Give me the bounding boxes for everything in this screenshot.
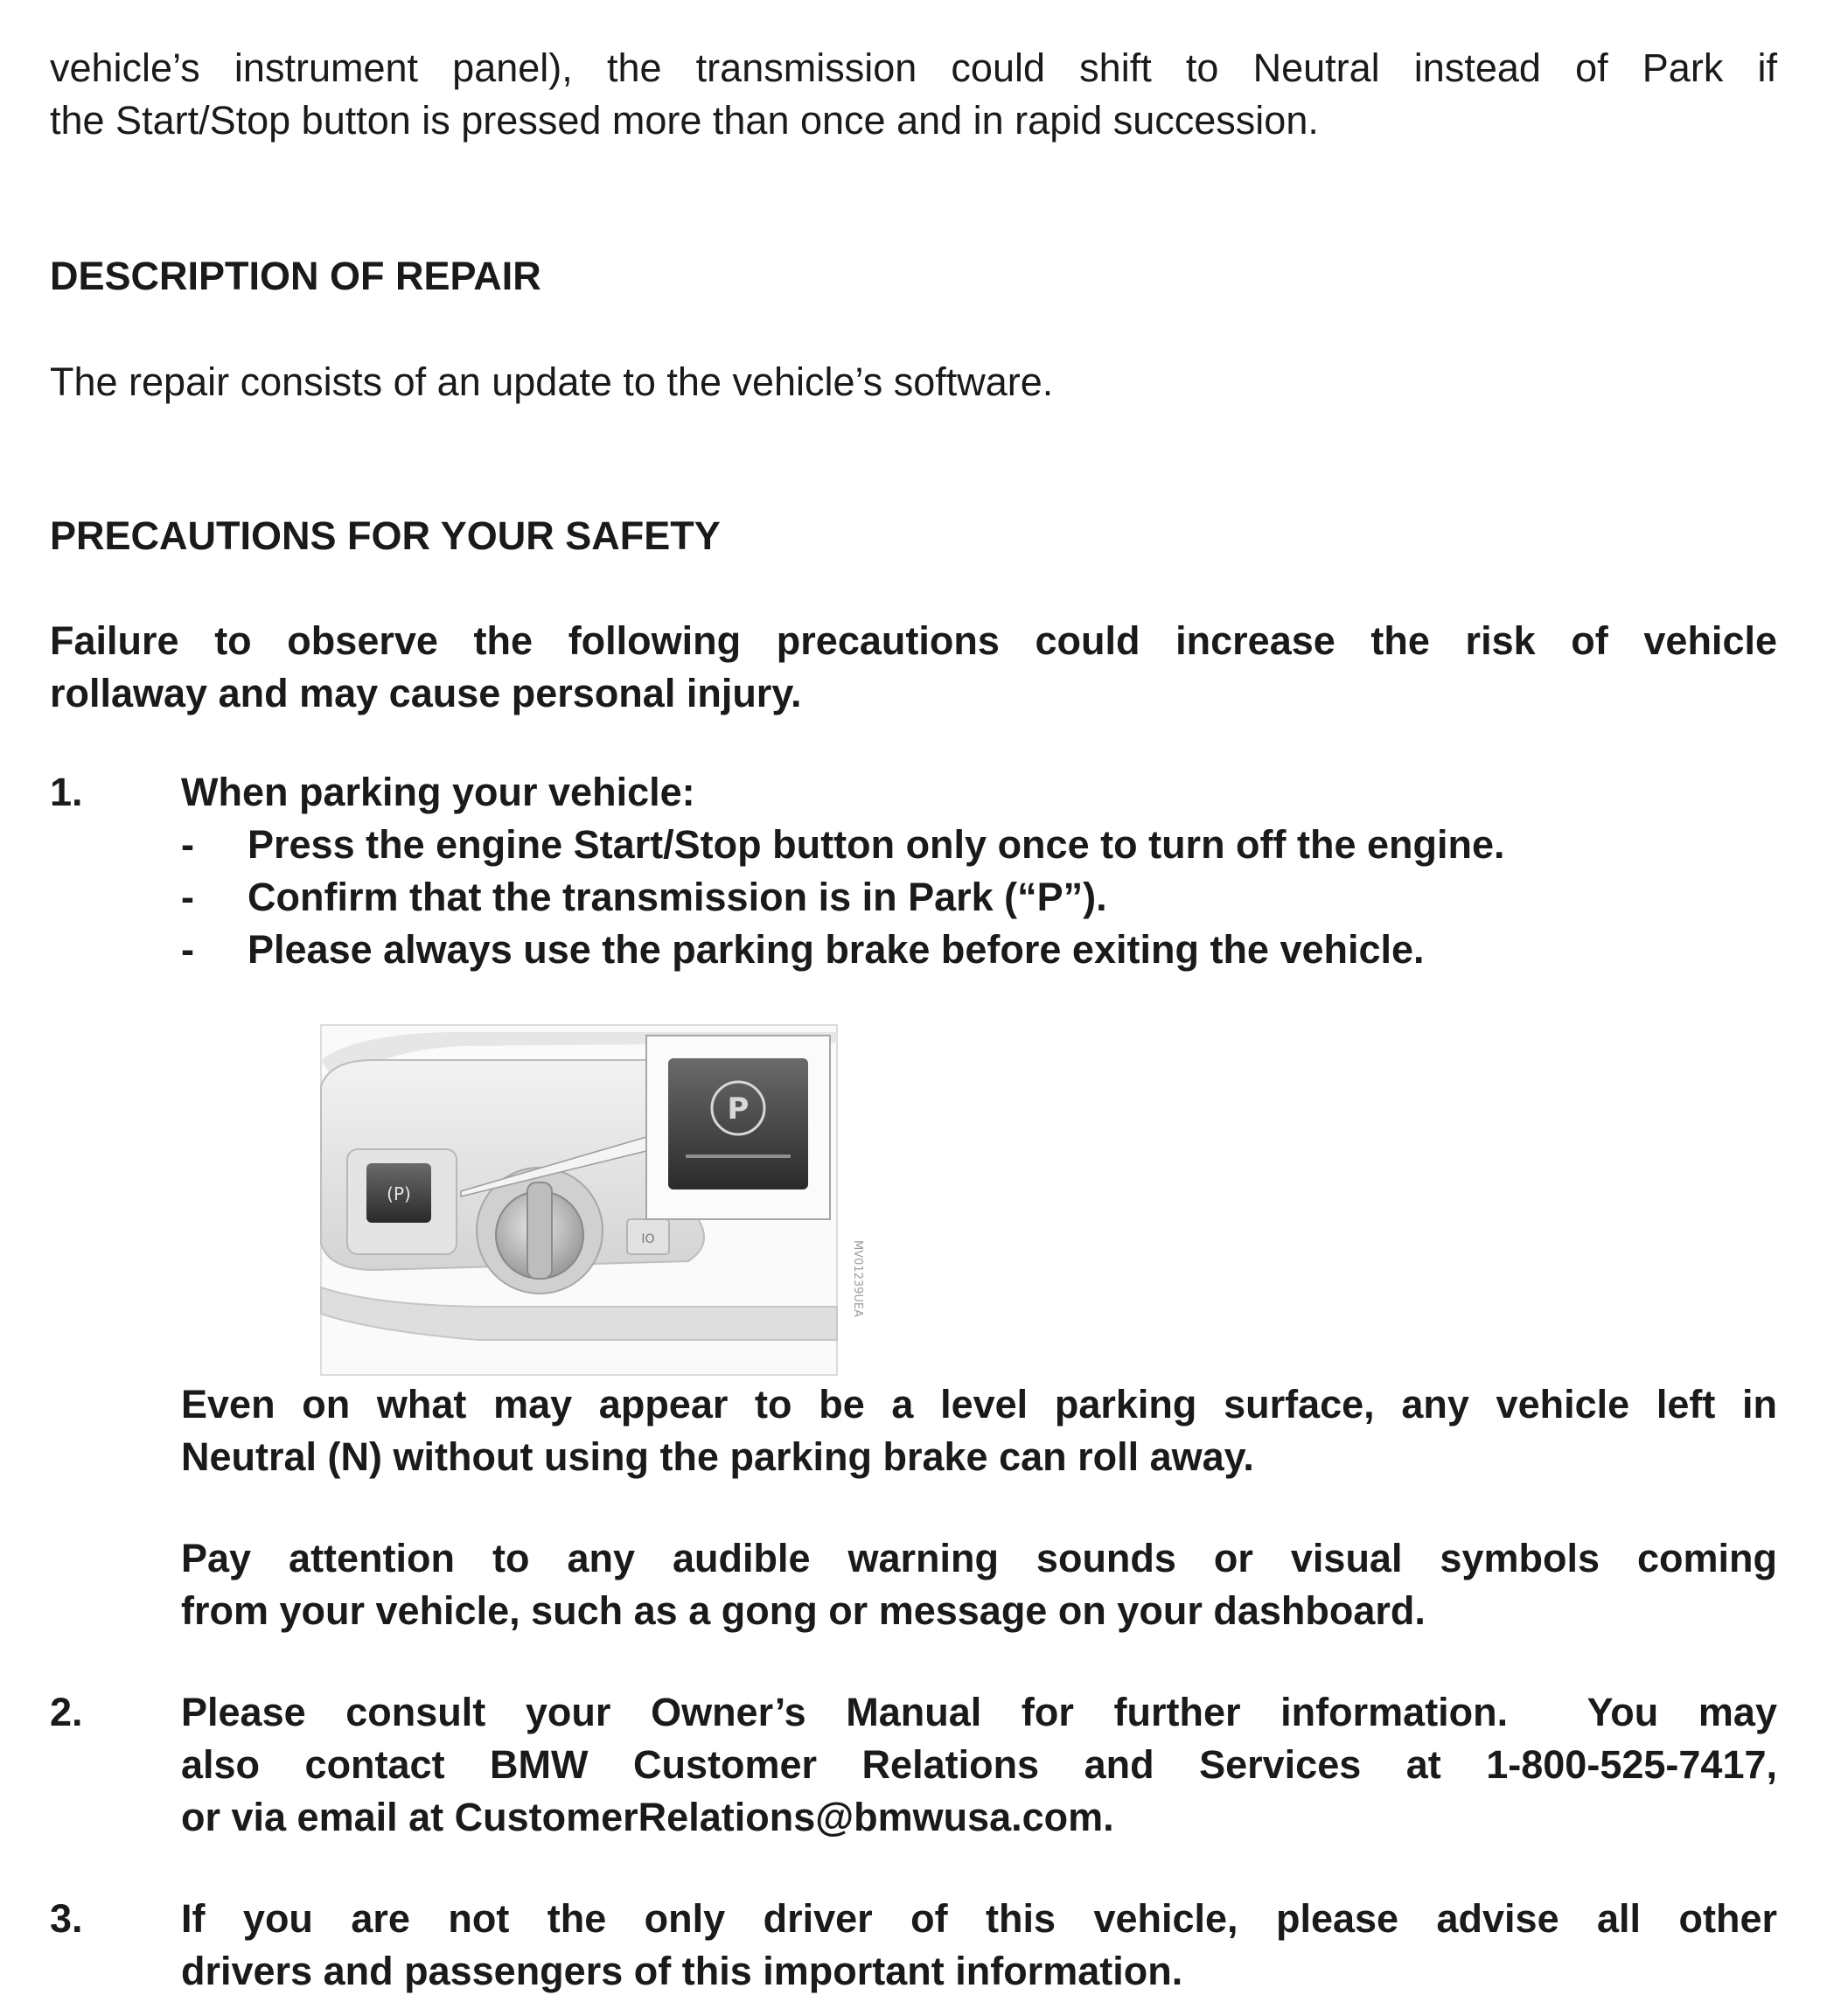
item-number: 1. (50, 770, 83, 814)
intro-line-1: vehicle’s instrument panel), the transmission could shift to Neutral instead of Park if (50, 45, 1777, 90)
safety-warning-line-2: rollaway and may cause personal injury. (50, 671, 802, 715)
repair-heading: DESCRIPTION OF REPAIR (50, 254, 541, 298)
bullet-dash: - (181, 822, 194, 867)
item1-content (181, 766, 1777, 976)
figure-code: MV01239UEA (851, 1239, 864, 1318)
parking-brake-small-symbol: (P) (387, 1183, 411, 1204)
bullet-item (181, 924, 1777, 976)
safety-heading: PRECAUTIONS FOR YOUR SAFETY (50, 513, 721, 558)
bullet-text: Press the engine Start/Stop button only once to turn off the engine. (248, 822, 1505, 867)
item1-warning-paragraph (181, 1532, 1777, 1637)
item-number: 3. (50, 1896, 83, 1941)
repair-text: The repair consists of an update to the vehicle’s software. (50, 359, 1054, 404)
safety-warning (50, 615, 1777, 720)
intro-line-2: the Start/Stop button is pressed more than once and in rapid succession. (50, 98, 1319, 143)
safety-warning-line-1: Failure to observe the following precautions could increase the risk of vehicle (50, 618, 1777, 663)
item3-content (181, 1893, 1777, 1998)
item2-line-2: also contact BMW Customer Relations and Services at 1-800-525-7417, (181, 1742, 1777, 1787)
intro-paragraph (50, 42, 1777, 147)
bullet-item (181, 871, 1777, 924)
item2-line-1: Please consult your Owner’s Manual for further information. You may (181, 1690, 1777, 1734)
bullet-text: Please always use the parking brake before exiting the vehicle. (248, 927, 1425, 972)
item3-line-2: drivers and passengers of this important information. (181, 1949, 1183, 1993)
bullet-item (181, 819, 1777, 871)
rollaway-line-1: Even on what may appear to be a level parking surface, any vehicle left in (181, 1382, 1777, 1427)
rollaway-line-2: Neutral (N) without using the parking brake can roll away. (181, 1434, 1254, 1479)
item-number: 2. (50, 1690, 83, 1734)
warning-line-1: Pay attention to any audible warning sounds or visual symbols coming (181, 1536, 1777, 1580)
warning-line-2: from your vehicle, such as a gong or message on your dashboard. (181, 1588, 1426, 1633)
parking-brake-illustration (321, 1025, 864, 1375)
bullet-dash: - (181, 927, 194, 972)
svg-text:P: P (727, 1092, 750, 1127)
item2-line-3: or via email at CustomerRelations@bmwusa.com. (181, 1795, 1114, 1839)
item3-line-1: If you are not the only driver of this vehicle, please advise all other (181, 1896, 1777, 1941)
bullet-dash: - (181, 875, 194, 919)
switch-label: IO (641, 1232, 655, 1246)
item1-rollaway-paragraph (181, 1378, 1777, 1483)
item2-content (181, 1686, 1777, 1844)
bullet-text: Confirm that the transmission is in Park (“P”). (248, 875, 1107, 919)
item1-title: When parking your vehicle: (181, 770, 695, 814)
